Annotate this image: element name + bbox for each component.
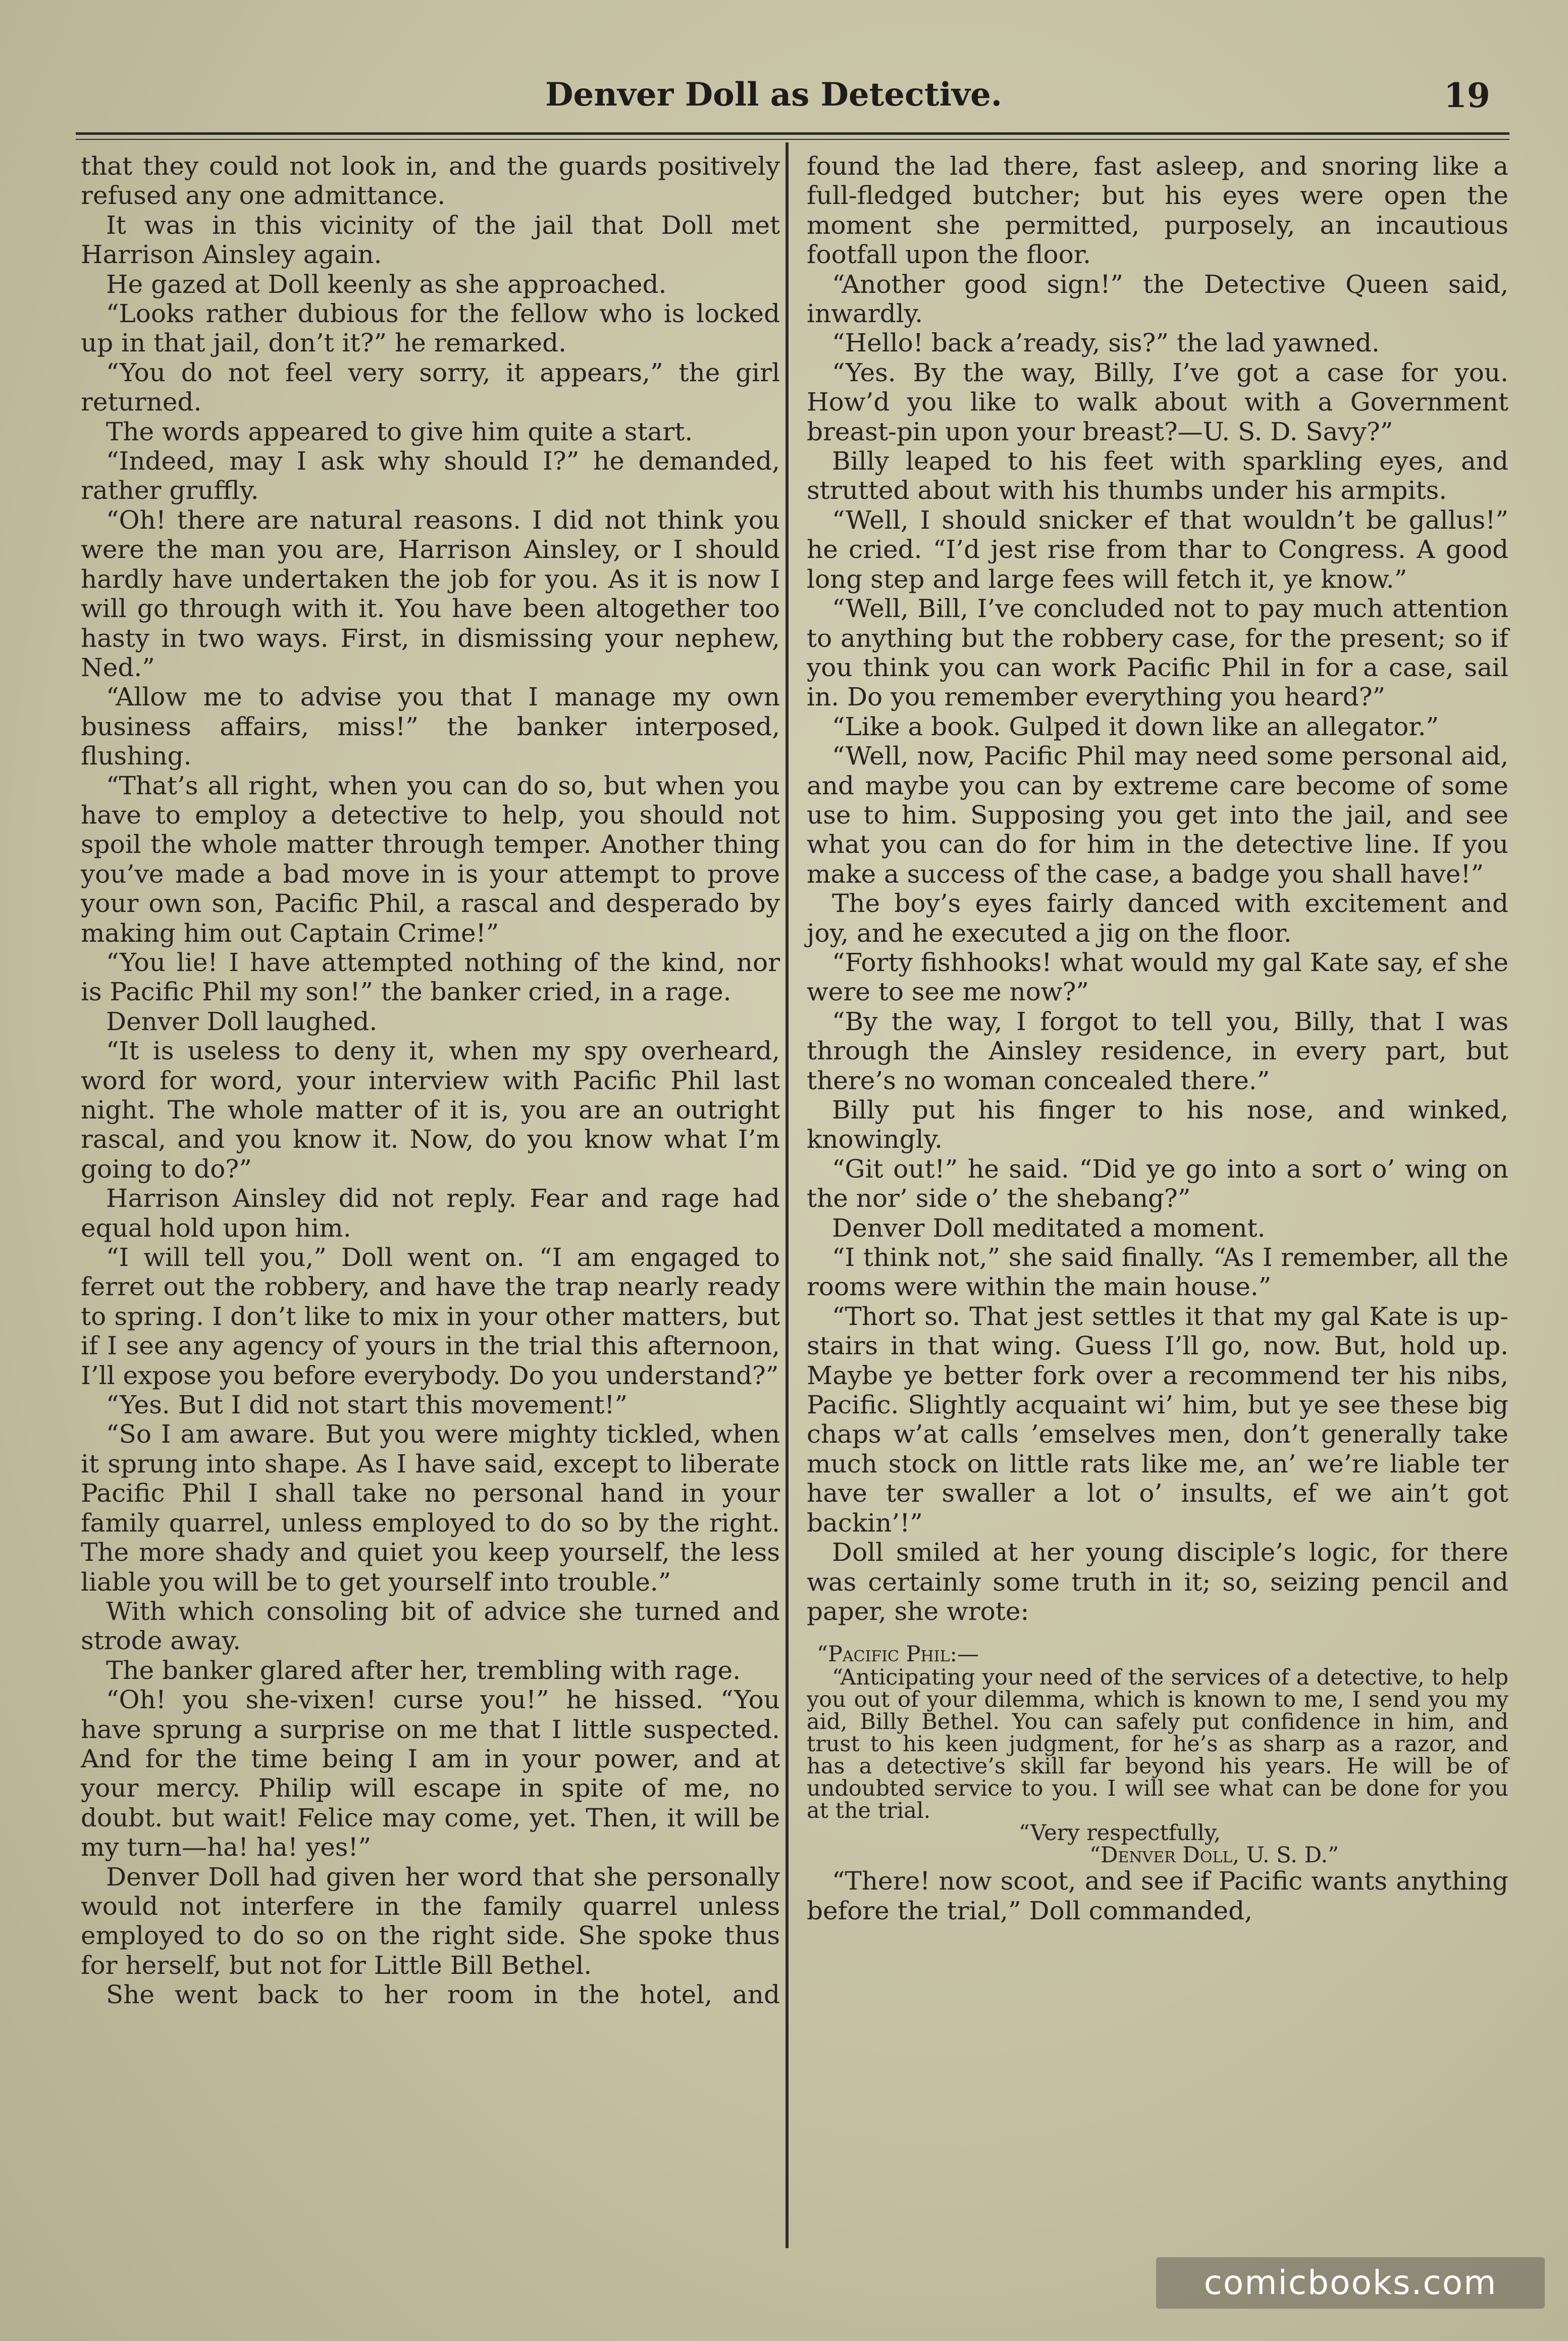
- letter-block: [807, 1643, 1508, 1866]
- paragraph: “I will tell you,” Doll went on. “I am engaged to ferret out the robbery, and have the trap nearly ready to spring. I don’t like to mix in your other matters, but if I see any agency of yours in the trial this afternoon, I’ll expose you before everybody. Do you understand?”: [81, 1243, 780, 1390]
- paragraph: She went back to her room in the hotel, and: [106, 1980, 780, 2010]
- paragraph: “You lie! I have attempted nothing of the kind, nor is Pacific Phil my son!” the banker cried, in a rage.: [81, 947, 780, 1007]
- paragraph: The boy’s eyes fairly danced with excitement and joy, and he executed a jig on the floor.: [807, 889, 1508, 948]
- paragraph: Doll smiled at her young disciple’s logic, for there was certainly some truth in it; so, seizing pencil and paper, she wrote:: [807, 1538, 1508, 1626]
- watermark: [1156, 2257, 1545, 2309]
- watermark-text: comicbooks.com: [1204, 2263, 1497, 2302]
- page-number: 19: [1444, 76, 1490, 115]
- paragraph: It was in this vicinity of the jail that Doll met Harrison Ainsley again.: [81, 210, 780, 270]
- paragraph: “Yes. But I did not start this movement!”: [106, 1390, 628, 1420]
- paragraph: “Looks rather dubious for the fellow who is locked up in that jail, don’t it?” he remarked.: [81, 299, 780, 358]
- paragraph: “That’s all right, when you can do so, but when you have to employ a detective to help, you should not spoil the whole matter through temper. Another thing you’ve made a bad move in is your attempt to prove your own son, Pacific Phil, a rascal and desperado by making him out Captain Crime!”: [81, 771, 780, 948]
- paragraph: Billy leaped to his feet with sparkling eyes, and strutted about with his thumbs under his armpits.: [807, 446, 1508, 505]
- paragraph: The words appeared to give him quite a start.: [106, 417, 693, 446]
- paragraph: “Well, Bill, I’ve concluded not to pay much attention to anything but the robbery case, for the present; so if you think you can work Pacific Phil in for a case, sail in. Do you remember everything you heard?”: [807, 594, 1508, 712]
- running-header-title: Denver Doll as Detective.: [545, 76, 1003, 114]
- letter-closing: “Very respectfully,: [1019, 1820, 1221, 1846]
- paragraph: Harrison Ainsley did not reply. Fear and rage had equal hold upon him.: [81, 1184, 780, 1243]
- paragraph: “I think not,” she said finally. “As I remember, all the rooms were within the main house.”: [807, 1243, 1508, 1302]
- letter-salutation: “Pacific Phil:—: [817, 1642, 979, 1667]
- paragraph: “So I am aware. But you were mighty tickled, when it sprung into shape. As I have said, except to liberate Pacific Phil I shall take no personal hand in your family quarrel, unless employed to do so by the right. The more shady and quiet you keep yourself, the less liable you will be to get yourself into trouble.”: [81, 1419, 780, 1597]
- paragraph: found the lad there, fast asleep, and snoring like a full-fledged butcher; but his eyes were open the moment she permitted, purposely, an incautious footfall upon the floor.: [807, 151, 1508, 270]
- paragraph: “Well, I should snicker ef that wouldn’t be gallus!” he cried. “I’d jest rise from thar to Congress. A good long step and large fees will fetch it, ye know.”: [807, 505, 1508, 594]
- paragraph: Denver Doll meditated a moment.: [832, 1213, 1266, 1243]
- paragraph: “Yes. By the way, Billy, I’ve got a case for you. How’d you like to walk about with a Government breast-pin upon your breast?—U. S. D. Savy?”: [807, 358, 1508, 446]
- paragraph: “You do not feel very sorry, it appears,” the girl returned.: [81, 358, 780, 417]
- header-rule: [76, 132, 1509, 140]
- paragraph: “By the way, I forgot to tell you, Billy, that I was through the Ainsley residence, in every part, but there’s no woman concealed there.”: [807, 1006, 1508, 1095]
- paragraph: With which consoling bit of advice she turned and strode away.: [81, 1596, 780, 1656]
- paragraph: Billy put his finger to his nose, and winked, knowingly.: [807, 1095, 1508, 1154]
- left-column: [81, 151, 780, 2010]
- paragraph: “Oh! you she-vixen! curse you!” he hissed. “You have sprung a surprise on me that I little suspected. And for the time being I am in your power, and at your mercy. Philip will escape in spite of me, no doubt. but wait! Felice may come, yet. Then, it will be my turn—ha! ha! yes!”: [81, 1685, 780, 1862]
- paragraph: “Hello! back a’ready, sis?” the lad yawned.: [832, 328, 1380, 358]
- paragraph: that they could not look in, and the guards positively refused any one admittance.: [81, 151, 780, 211]
- letter-signature: “Denver Doll, U. S. D.”: [1089, 1843, 1339, 1868]
- paragraph: “Thort so. That jest settles it that my gal Kate is up-stairs in that wing. Guess I’ll go, now. But, hold up. Maybe ye better fork over a recommend ter his nibs, Pacific. Slightly acquaint wi’ him, but ye see these big chaps w’at calls ’emselves men, don’t generally take much stock on little rats like me, an’ we’re liable ter have ter swaller a lot o’ insults, ef we ain’t got backin’!”: [807, 1301, 1508, 1538]
- letter-body: “Anticipating your need of the services of a detective, to help you out of your dilemma, which is known to me, I send you my aid, Billy Bethel. You can safely put confidence in him, and trust to his keen judgment, for he’s as sharp as a razor, and has a detective’s skill far beyond his years. He will be of undoubted service to you. I will see what can be done for you at the trial.: [807, 1665, 1508, 1824]
- paragraph: Denver Doll had given her word that she personally would not interfere in the family quarrel unless employed to do so on the right side. She spoke thus for herself, but not for Little Bill Bethel.: [81, 1862, 780, 1980]
- paragraph: “Well, now, Pacific Phil may need some personal aid, and maybe you can by extreme care become of some use to him. Supposing you get into the jail, and see what you can do for him in the detective line. If you make a success of the case, a badge you shall have!”: [807, 741, 1508, 889]
- right-column: [807, 151, 1508, 1925]
- paragraph: Denver Doll laughed.: [106, 1006, 378, 1036]
- paragraph: “Another good sign!” the Detective Queen said, inwardly.: [807, 269, 1508, 329]
- paragraph: He gazed at Doll keenly as she approached.: [106, 269, 667, 299]
- paragraph: “Git out!” he said. “Did ye go into a sort o’ wing on the nor’ side o’ the shebang?”: [807, 1154, 1508, 1213]
- paragraph: The banker glared after her, trembling with rage.: [106, 1655, 741, 1685]
- paragraph: “Like a book. Gulped it down like an allegator.”: [832, 711, 1439, 741]
- paragraph: “Oh! there are natural reasons. I did not think you were the man you are, Harrison Ainsley, or I should hardly have undertaken the job for you. As it is now I will go through with it. You have been altogether too hasty in two ways. First, in dismissing your nephew, Ned.”: [81, 505, 780, 682]
- column-divider: [786, 142, 789, 2248]
- paragraph: “Forty fishhooks! what would my gal Kate say, ef she were to see me now?”: [807, 947, 1508, 1007]
- paragraph: “There! now scoot, and see if Pacific wants anything before the trial,” Doll commanded,: [807, 1866, 1508, 1925]
- paragraph: “Allow me to advise you that I manage my own business affairs, miss!” the banker interposed, flushing.: [81, 682, 780, 771]
- paragraph: “It is useless to deny it, when my spy overheard, word for word, your interview with Pacific Phil last night. The whole matter of it is, you are an outright rascal, and you know it. Now, do you know what I’m going to do?”: [81, 1036, 780, 1184]
- paragraph: “Indeed, may I ask why should I?” he demanded, rather gruffly.: [81, 446, 780, 505]
